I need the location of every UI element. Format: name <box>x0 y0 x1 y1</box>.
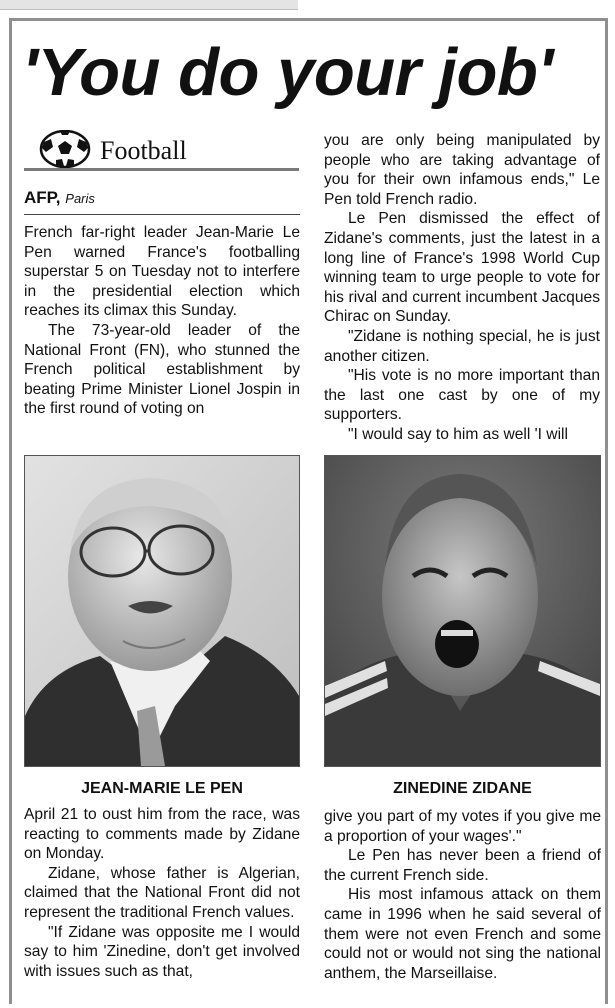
previous-article-strip <box>0 0 298 10</box>
paragraph: Zidane, whose father is Algerian, claimed that the National Front did not represent the traditional French values. <box>24 864 300 921</box>
photo-caption-zidane: ZINEDINE ZIDANE <box>393 780 532 797</box>
portrait-illustration <box>25 456 299 766</box>
column-1-bottom <box>24 805 300 981</box>
paragraph: His most infamous attack on them came in 1996 when he said several of them were not even French and some could not or would not sing the national anthem, the Marseillaise. <box>324 886 601 982</box>
photo-zidane <box>324 455 601 767</box>
soccer-ball-icon <box>36 130 94 168</box>
section-label: Football <box>100 136 187 165</box>
photo-le-pen <box>24 455 300 767</box>
paragraph: "If Zidane was opposite me I would say to him 'Zinedine, don't get involved with issues such as that, <box>24 923 300 980</box>
column-2-top <box>324 131 600 445</box>
section-header <box>24 130 299 172</box>
paragraph: French far-right leader Jean-Marie Le Pen warned France's footballing superstar 5 on Tuesday not to interfere in the presidential election which reaches its climax this Sunday. <box>24 224 300 320</box>
column-1-top <box>24 223 300 419</box>
paragraph: Le Pen has never been a friend of the current French side. <box>324 847 601 884</box>
paragraph: "I would say to him as well 'I will <box>348 425 568 443</box>
photo-caption-le-pen: JEAN-MARIE LE PEN <box>81 780 243 797</box>
paragraph: you are only being manipulated by people who are taking advantage of you for their own infamous ends," Le Pen told French radio. <box>324 132 600 208</box>
column-2-bottom <box>324 807 601 983</box>
paragraph: give you part of my votes if you give me a proportion of your wages'." <box>324 808 601 845</box>
byline-rule <box>24 214 300 215</box>
paragraph: Le Pen dismissed the effect of Zidane's comments, just the latest in a long line of France's 1998 World Cup winning team to urge people to vote for his rival and current incumbent Jacques Chirac on Sunday. <box>324 210 600 326</box>
byline-location: Paris <box>65 191 95 206</box>
section-rule <box>24 168 299 171</box>
portrait-illustration <box>325 456 600 766</box>
article-headline: 'You do your job' <box>22 35 553 110</box>
byline <box>24 186 95 211</box>
paragraph: The 73-year-old leader of the National Front (FN), who stunned the French political establishment by beating Prime Minister Lionel Jospin in the first round of voting on <box>24 321 300 418</box>
byline-source: AFP, <box>24 188 61 207</box>
paragraph: "Zidane is nothing special, he is just another citizen. <box>324 327 600 365</box>
paragraph: April 21 to oust him from the race, was reacting to comments made by Zidane on Monday. <box>24 806 300 863</box>
paragraph: "His vote is no more important than the last one cast by one of my supporters. <box>324 367 600 424</box>
